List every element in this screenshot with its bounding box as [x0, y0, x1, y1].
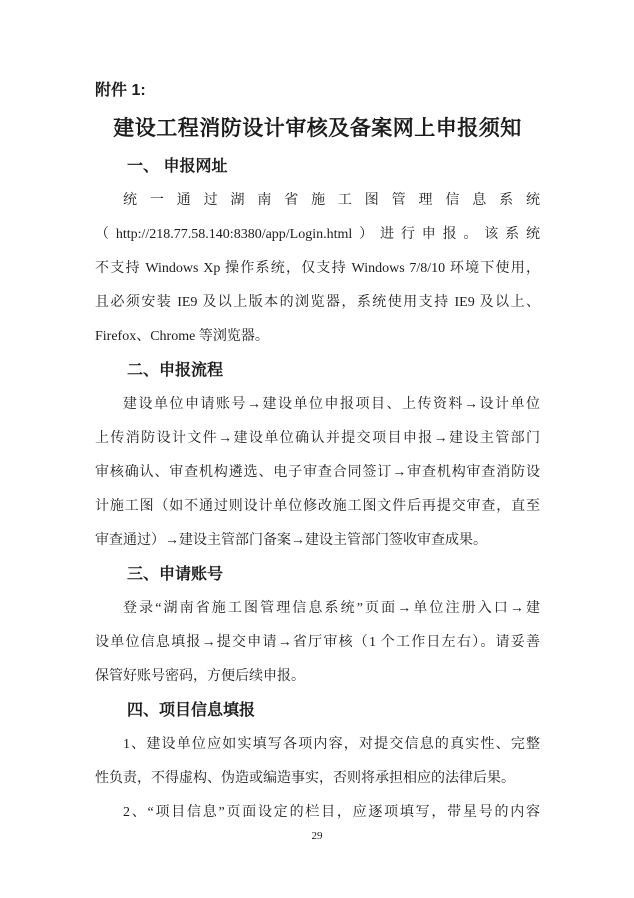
body-line: Firefox、Chrome 等浏览器。 [95, 329, 269, 344]
body-line: 不支持 Windows Xp 操作系统，仅支持 Windows 7/8/10 环境下使用， [95, 261, 540, 276]
body-line: 计施工图（如不通过则设计单位修改施工图文件后再提交审查，直至 [95, 499, 540, 514]
body-line: 审核确认、审查机构遴选、电子审查合同签订→审查机构审查消防设 [95, 465, 540, 480]
body-line: 登录“湖南省施工图管理信息系统”页面→单位注册入口→建 [123, 601, 540, 616]
body-line: （http://218.77.58.140:8380/app/Login.html）进行申报。该系统 [95, 227, 540, 242]
body-line: 2、“项目信息”页面设定的栏目，应逐项填写，带星号的内容 [123, 805, 540, 820]
section-2-heading: 二、申报流程 [127, 362, 224, 379]
page-title: 建设工程消防设计审核及备案网上申报须知 [113, 117, 522, 140]
paragraph [95, 388, 540, 558]
attachment-label: 附件 1: [95, 82, 146, 99]
document-content [95, 74, 540, 830]
paragraph [95, 184, 540, 354]
body-line: 1、建设单位应如实填写各项内容，对提交信息的真实性、完整 [123, 737, 540, 752]
body-line: 审查通过）→建设主管部门备案→建设主管部门签收审查成果。 [95, 533, 487, 548]
paragraph [95, 728, 540, 796]
section-4-heading: 四、项目信息填报 [127, 702, 256, 719]
body-line: 建设单位申请账号→建设单位申报项目、上传资料→设计单位 [123, 397, 540, 412]
section-1-heading: 一、 申报网址 [127, 158, 228, 175]
body-line: 设单位信息填报→提交申请→省厅审核（1 个工作日左右）。请妥善 [95, 635, 540, 650]
paragraph [95, 592, 540, 694]
paragraph [95, 796, 540, 830]
body-line: 上传消防设计文件→建设单位确认并提交项目申报→建设主管部门 [95, 431, 540, 446]
body-line: 且必须安装 IE9 及以上版本的浏览器，系统使用支持 IE9 及以上、 [95, 295, 540, 310]
body-line: 性负责，不得虚构、伪造或编造事实，否则将承担相应的法律后果。 [95, 771, 515, 786]
body-line: 保管好账号密码，方便后续申报。 [95, 669, 305, 684]
body-line: 统一通过湖南省施工图管理信息系统 [123, 193, 540, 208]
section-3-heading: 三、申请账号 [127, 566, 224, 583]
page-number: 29 [311, 830, 323, 842]
